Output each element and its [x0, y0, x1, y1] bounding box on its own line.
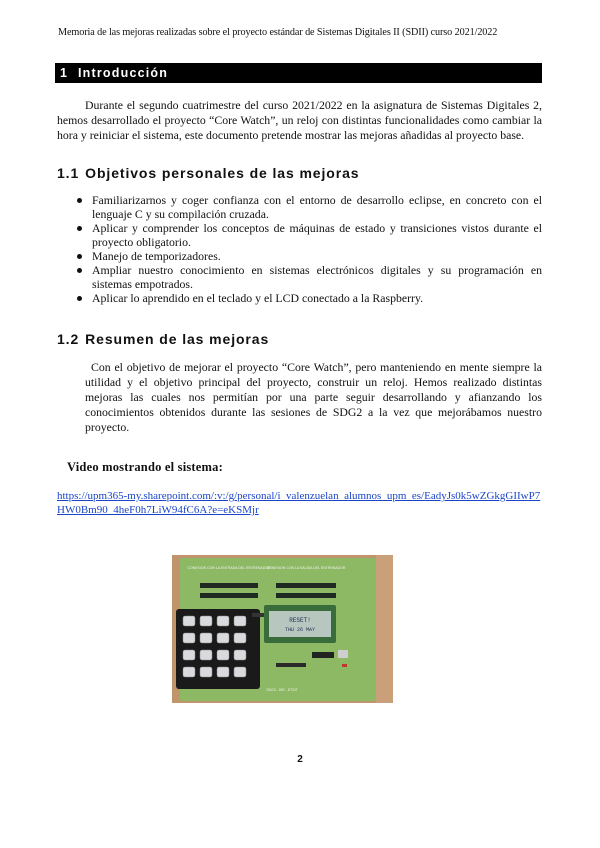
system-photo	[172, 555, 393, 703]
section-heading-summary	[57, 331, 269, 347]
section-title: Resumen de las mejoras	[85, 331, 270, 347]
chapter-title: Introducción	[78, 66, 169, 80]
running-header: Memoria de las mejoras realizadas sobre el proyecto estándar de Sistemas Digitales II (SDII) curso 2021/2022	[58, 27, 498, 38]
list-item: Manejo de temporizadores.	[57, 249, 542, 263]
board-illustration	[172, 555, 393, 703]
section-title: Objetivos personales de las mejoras	[85, 165, 360, 181]
section-heading-objectives	[57, 165, 359, 181]
section-number: 1.1	[57, 165, 80, 181]
list-item: Aplicar y comprender los conceptos de máquinas de estado y transiciones vistos durante el proyecto obligatorio.	[57, 221, 542, 249]
summary-paragraph: Con el objetivo de mejorar el proyecto “Core Watch”, pero manteniendo en mente siempre la utilidad y el objetivo principal del proyecto, construir un reloj. Hemos realizado distintas mejoras las cuales nos permitían por una parte seguir desarrollando y afianzando los conocimientos obtenidos durante las sesiones de SDG2 a la vez que mejorábamos nuestro proyecto.	[85, 360, 542, 434]
board-label-right: CONEXION CON LA SALIDA DEL ENTRENADOR	[266, 566, 346, 570]
board-label-bottom: SDG2 - DIE - ETSIT	[266, 688, 298, 692]
intro-paragraph: Durante el segundo cuatrimestre del curso 2021/2022 en la asignatura de Sistemas Digitales 2, hemos desarrollado el proyecto “Core Watch”, un reloj con distintas funcionalidades como cambiar la hora y reiniciar el sistema, este documento pretende mostrar las mejoras añadidas al proyecto base.	[57, 98, 542, 142]
chapter-number: 1	[60, 66, 69, 80]
video-link[interactable]: https://upm365-my.sharepoint.com/:v:/g/personal/i_valenzuelan_alumnos_upm_es/EadyJs0k5wZGkgGIIwP7HW0Bm90_4heF0h7LiW94fC6A?e=eKSMjr	[57, 490, 541, 516]
page-number: 2	[297, 754, 303, 765]
list-item: Ampliar nuestro conocimiento en sistemas electrónicos digitales y su programación en sistemas empotrados.	[57, 263, 542, 291]
chapter-heading	[55, 63, 542, 83]
lcd-line-2: THU 26 MAY	[284, 627, 316, 633]
board-label-left: CONEXION CON LA ENTRADA DEL ENTRENADOR	[187, 566, 271, 570]
list-item: Aplicar lo aprendido en el teclado y el LCD conectado a la Raspberry.	[57, 291, 542, 305]
section-number: 1.2	[57, 331, 80, 347]
list-item: Familiarizarnos y coger confianza con el entorno de desarrollo eclipse, en concreto con el lenguaje C y su compilación cruzada.	[57, 193, 542, 221]
objectives-list	[57, 193, 542, 305]
lcd-line-1: RESET!	[289, 617, 311, 624]
video-label: Video mostrando el sistema:	[67, 460, 223, 474]
